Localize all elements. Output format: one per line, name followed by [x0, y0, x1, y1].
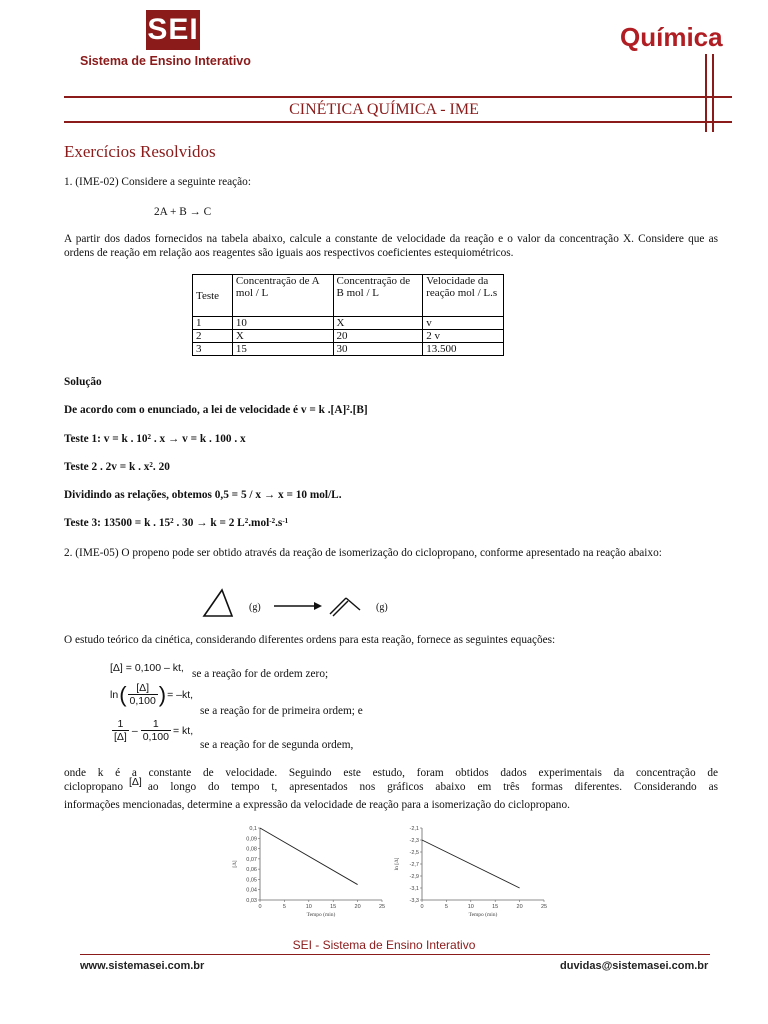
q2-text: 2. (IME-05) O propeno pode ser obtido através da reação de isomerização do ciclopropano, conforme apresentado na reação abaixo:: [64, 547, 662, 559]
equation-first-order-label: se a reação for de primeira ordem; e: [200, 705, 363, 717]
y-tick-label: 0,07: [246, 856, 257, 863]
table-header: Concentração de A mol / L: [232, 275, 333, 317]
series-line: [422, 840, 520, 888]
equation-second-order-label: se a reação for de segunda ordem,: [200, 739, 354, 751]
y-axis-label: ln [Δ]: [394, 857, 400, 871]
y-tick-label: 0,08: [246, 846, 257, 853]
table-cell: 13.500: [423, 343, 504, 356]
solution-label: Solução: [64, 376, 102, 388]
y-axis-label: [Δ]: [232, 860, 238, 868]
y-tick-label: 0,06: [246, 867, 257, 874]
y-tick-label: -2,3: [409, 838, 419, 844]
table-row: [193, 317, 504, 330]
y-tick-label: 0,1: [249, 826, 257, 832]
table-header: Teste: [193, 275, 233, 317]
equation-first-order: ln ( $\frac{[\Delta]}{0,100}$ ) = –kt,: [110, 681, 194, 707]
x-axis-label: Tempo (min): [306, 912, 336, 918]
solution-line-5: Teste 3: 13500 = k . $15^2$ . 30 → k = 2 $L^2.mol^{-2}.s^{-1}$: [64, 517, 289, 529]
table-cell: 15: [232, 343, 333, 356]
solution-line-3: Teste 2 . 2v = k . $x^2$. 20: [64, 461, 170, 473]
q2-paragraph-line-2: ciclopropano [Δ] ao longo do tempo t, apresentados nos gráficos abaixo em três formas diferentes. Considerando as: [64, 776, 718, 793]
x-tick-label: 0: [258, 904, 262, 910]
y-tick-label: 0,03: [246, 898, 257, 904]
data-table: [192, 274, 504, 356]
table-header: Concentração de B mol / L: [333, 275, 423, 317]
chart-concentration: [228, 822, 388, 922]
cyclopropane-icon: [204, 590, 232, 616]
chart-ln-concentration: [390, 822, 550, 922]
solution-line-1: De acordo com o enunciado, a lei de velocidade é v = k $.[A]^2.[B]$: [64, 404, 368, 416]
y-tick-label: 0,09: [246, 836, 257, 843]
y-tick-label: -2,9: [409, 874, 419, 880]
logo: SEI: [147, 13, 199, 46]
gas-label-2: (g): [376, 602, 388, 613]
x-tick-label: 20: [354, 904, 361, 910]
solution-line-2: Teste 1: v = k . $10^2$ . x → v = k . 100 . x: [64, 433, 246, 445]
table-row: [193, 330, 504, 343]
q1-text: A partir dos dados fornecidos na tabela abaixo, calcule a constante de velocidade da reação e o valor da concentração X. Considere que as ordens de reação em relação aos reagentes são iguais aos respectivos coeficientes estequiométricos.: [64, 233, 718, 259]
x-tick-label: 10: [305, 904, 312, 910]
table-cell: X: [232, 330, 333, 343]
table-cell: 30: [333, 343, 423, 356]
series-line: [260, 828, 358, 885]
table-cell: 10: [232, 317, 333, 330]
footer-title: SEI - Sistema de Ensino Interativo: [292, 938, 476, 952]
x-tick-label: 15: [492, 904, 499, 910]
x-tick-label: 10: [467, 904, 474, 910]
propene-icon: [330, 598, 360, 616]
table-cell: 20: [333, 330, 423, 343]
table-row: [193, 343, 504, 356]
system-name: Sistema de Ensino Interativo: [80, 54, 251, 68]
equation-zero-order: [Δ] = 0,100 – kt,: [110, 662, 184, 674]
table-cell: 2: [193, 330, 233, 343]
q1-intro: 1. (IME-02) Considere a seguinte reação:: [64, 176, 251, 188]
isomerization-reaction: [196, 586, 396, 622]
equation-second-order: $\frac{1}{[\Delta]}$ – $\frac{1}{0,100}$ = kt,: [114, 718, 194, 743]
y-tick-label: -3,1: [409, 886, 419, 892]
x-axis-label: Tempo (min): [468, 912, 498, 918]
arrow-head-icon: [314, 602, 322, 610]
frame-line-top: [64, 96, 732, 98]
page-title: CINÉTICA QUÍMICA - IME: [289, 101, 479, 118]
equation-zero-order-label: se a reação for de ordem zero;: [192, 668, 329, 680]
y-tick-label: 0,05: [246, 877, 257, 884]
frame-line-bottom: [64, 121, 732, 123]
y-tick-label: -3,3: [409, 898, 419, 904]
gas-label-1: (g): [249, 602, 261, 613]
table-cell: 2 v: [423, 330, 504, 343]
x-tick-label: 0: [420, 904, 424, 910]
x-tick-label: 20: [516, 904, 523, 910]
table-cell: 1: [193, 317, 233, 330]
table-header-row: [193, 275, 504, 317]
q2-paragraph-line-1: onde k é a constante de velocidade. Seguindo este estudo, foram obtidos dados experimentais da concentração de: [64, 767, 718, 779]
x-tick-label: 25: [540, 904, 548, 910]
section-title: Exercícios Resolvidos: [64, 142, 216, 161]
x-tick-label: 25: [378, 904, 386, 910]
solution-line-4: Dividindo as relações, obtemos 0,5 = 5 / x → x = 10 mol/L.: [64, 489, 342, 501]
footer-website-link[interactable]: www.sistemasei.com.br: [80, 960, 205, 972]
table-cell: v: [423, 317, 504, 330]
footer-email-link[interactable]: duvidas@sistemasei.com.br: [560, 960, 709, 972]
q2-paragraph-line-3: informações mencionadas, determine a expressão da velocidade de reação para a isomerização do ciclopropano.: [64, 799, 570, 811]
y-tick-label: -2,5: [409, 850, 419, 856]
y-tick-label: -2,7: [409, 862, 419, 868]
q1-reaction: 2A + B → C: [154, 206, 212, 218]
footer-divider: [80, 954, 710, 955]
q2-study: O estudo teórico da cinética, considerando diferentes ordens para esta reação, fornece as seguintes equações:: [64, 634, 556, 646]
x-tick-label: 15: [330, 904, 337, 910]
y-tick-label: -2,1: [409, 826, 419, 832]
x-tick-label: 5: [444, 904, 448, 910]
table-cell: X: [333, 317, 423, 330]
subject-title: Química: [620, 22, 723, 52]
table-header: Velocidade da reação mol / L.s: [423, 275, 504, 317]
y-tick-label: 0,04: [246, 887, 257, 894]
table-cell: 3: [193, 343, 233, 356]
x-tick-label: 5: [282, 904, 286, 910]
